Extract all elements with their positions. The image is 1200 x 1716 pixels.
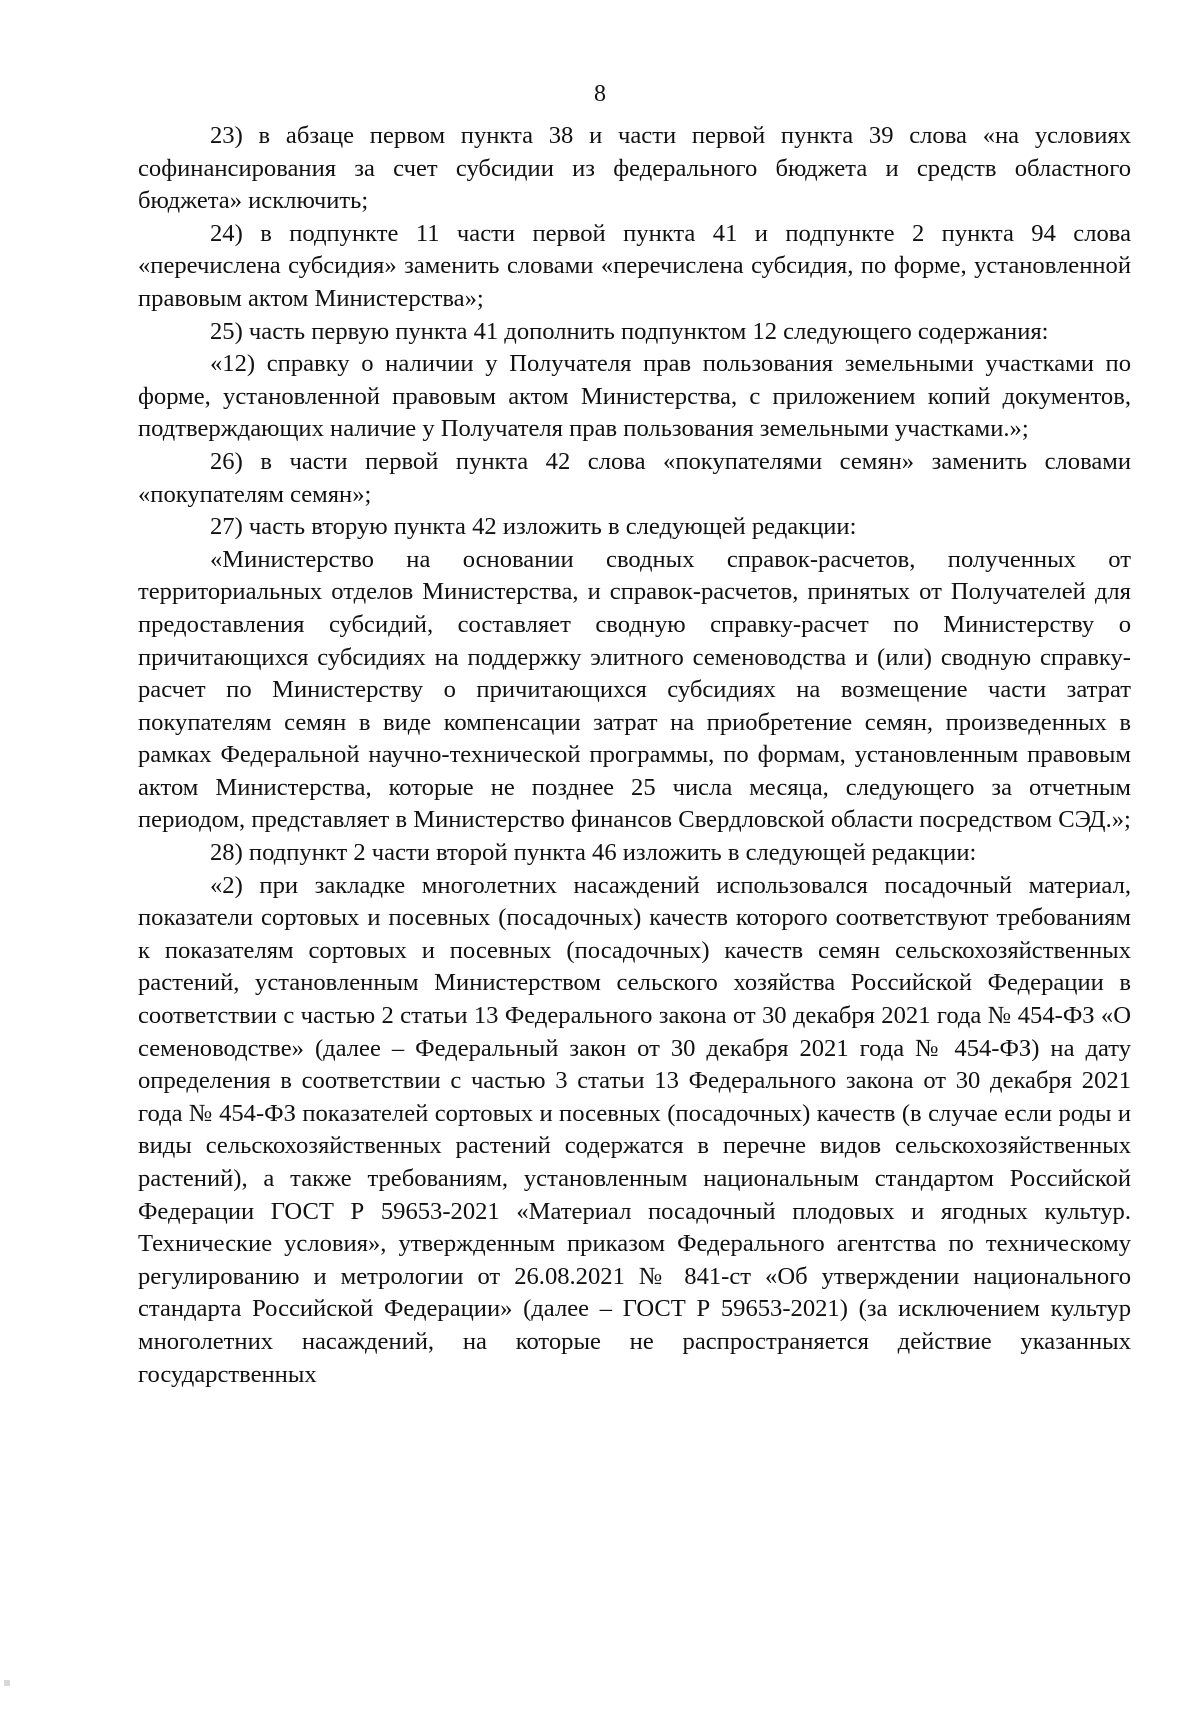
paragraph-item-24: 24) в подпункте 11 части первой пункта 41 и подпункте 2 пункта 94 слова «перечислена субсидия» заменить словами «перечислена субсидия, по форме, установленной правовым актом Министерства»;	[138, 219, 1131, 312]
paragraph-item-23: 23) в абзаце первом пункта 38 и части первой пункта 39 слова «на условиях софинансирования за счет субсидии из федерального бюджета и средств областного бюджета» исключить;	[138, 122, 1131, 215]
paragraph-quote-ministry: «Министерство на основании сводных справок-расчетов, полученных от территориальных отделов Министерства, и справок-расчетов, принятых от Получателей для предоставления субсидий, составляет сводную справку-расчет по Министерству о причитающихся субсидиях на поддержку элитного семеноводства и (или) сводную справку-расчет по Министерству о причитающихся субсидиях на возмещение части затрат покупателям семян в виде компенсации затрат на приобретение семян, произведенных в рамках Федеральной научно-технической программы, по формам, установленным правовым актом Министерства, которые не позднее 25 числа месяца, следующего за отчетным периодом, представляет в Министерство финансов Свердловской области посредством СЭД.»;	[138, 545, 1131, 834]
paragraph-item-26: 26) в части первой пункта 42 слова «покупателями семян» заменить словами «покупателям семян»;	[138, 447, 1131, 508]
document-body	[138, 120, 1131, 1391]
paragraph-item-25: 25) часть первую пункта 41 дополнить подпунктом 12 следующего содержания:	[210, 317, 1049, 345]
paragraph-item-28: 28) подпункт 2 части второй пункта 46 изложить в следующей редакции:	[210, 839, 977, 867]
paragraph-quote-12: «12) справку о наличии у Получателя прав пользования земельными участками по форме, установленной правовым актом Министерства, с приложением копий документов, подтверждающих наличие у Получателя прав пользования земельными участками.»;	[138, 350, 1131, 443]
paragraph-quote-2: «2) при закладке многолетних насаждений использовался посадочный материал, показатели сортовых и посевных (посадочных) качеств которого соответствуют требованиям к показателям сортовых и посевных (посадочных) качеств семян сельскохозяйственных растений, установленным Министерством сельского хозяйства Российской Федерации в соответствии с частью 2 статьи 13 Федерального закона от 30 декабря 2021 года № 454-ФЗ «О семеноводстве» (далее – Федеральный закон от 30 декабря 2021 года № 454-ФЗ) на дату определения в соответствии с частью 3 статьи 13 Федерального закона от 30 декабря 2021 года № 454-ФЗ показателей сортовых и посевных (посадочных) качеств (в случае если роды и виды сельскохозяйственных растений содержатся в перечне видов сельскохозяйственных растений), а также требованиям, установленным национальным стандартом Российской Федерации ГОСТ Р 59653-2021 «Материал посадочный плодовых и ягодных культур. Технические условия», утвержденным приказом Федерального агентства по техническому регулированию и метрологии от 26.08.2021 № 841-ст «Об утверждении национального стандарта Российской Федерации» (далее – ГОСТ Р 59653-2021) (за исключением культур многолетних насаждений, на которые не распространяется действие указанных государственных	[138, 871, 1131, 1388]
paragraph-item-27: 27) часть вторую пункта 42 изложить в следующей редакции:	[210, 513, 857, 541]
page-number: 8	[594, 81, 606, 107]
scan-edge-mark	[4, 1680, 10, 1686]
